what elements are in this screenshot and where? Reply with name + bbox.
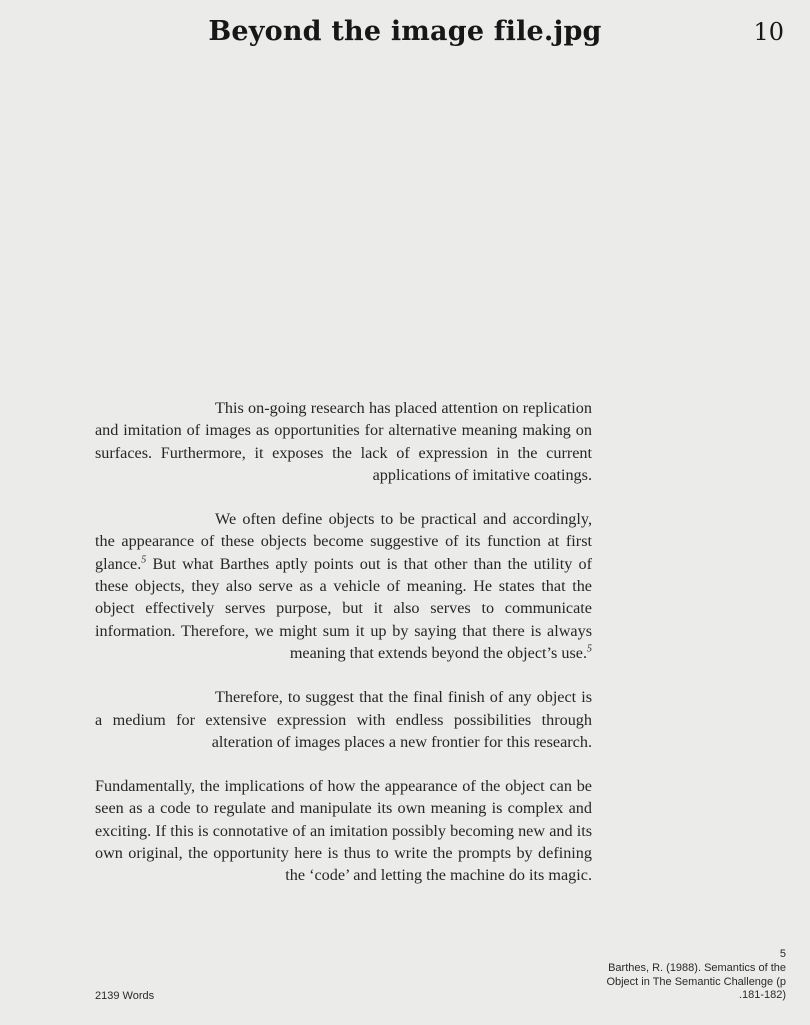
- footnote-reference: 5: [141, 554, 147, 566]
- paragraph-1: This on-going research has placed attention on replication and imitation of images as opportunities for alternative meaning making on surfaces. Furthermore, it exposes the lack of expression in the current applications of imitative coatings.: [95, 399, 592, 484]
- paragraph-2: [95, 508, 592, 664]
- paragraph-2-part-1: We often define objects to be practical and accordingly, the appearance of these objects become suggestive of its function at first glance.: [95, 510, 592, 573]
- footnote-number: 5: [779, 948, 786, 960]
- footnote-reference: 5: [587, 643, 592, 655]
- paragraph-3: Therefore, to suggest that the final finish of any object is a medium for extensive expression with endless possibilities through alteration of images places a new frontier for this research.: [95, 688, 592, 751]
- footnote-citation: Barthes, R. (1988). Semantics of the Object in The Semantic Challenge (p .181-182): [606, 962, 786, 1001]
- paragraph-4: Fundamentally, the implications of how the appearance of the object can be seen as a code to regulate and manipulate its own meaning is complex and exciting. If this is connotative of an imitation possibly becoming new and its own original, the opportunity here is thus to write the prompts by defining the ‘code’ and letting the machine do its magic.: [95, 777, 592, 885]
- word-count: 2139 Words: [95, 990, 155, 1002]
- page-number: 10: [753, 18, 784, 46]
- body-text: [95, 397, 592, 909]
- page-title: Beyond the image file.jpg: [208, 16, 602, 47]
- paragraph-2-part-2: But what Barthes aptly points out is that other than the utility of these objects, they also serve as a vehicle of meaning. He states that the object effectively serves purpose, but it also serves to communicate information. Therefore, we might sum it up by saying that there is always meaning that extends beyond the object’s use.: [95, 554, 592, 662]
